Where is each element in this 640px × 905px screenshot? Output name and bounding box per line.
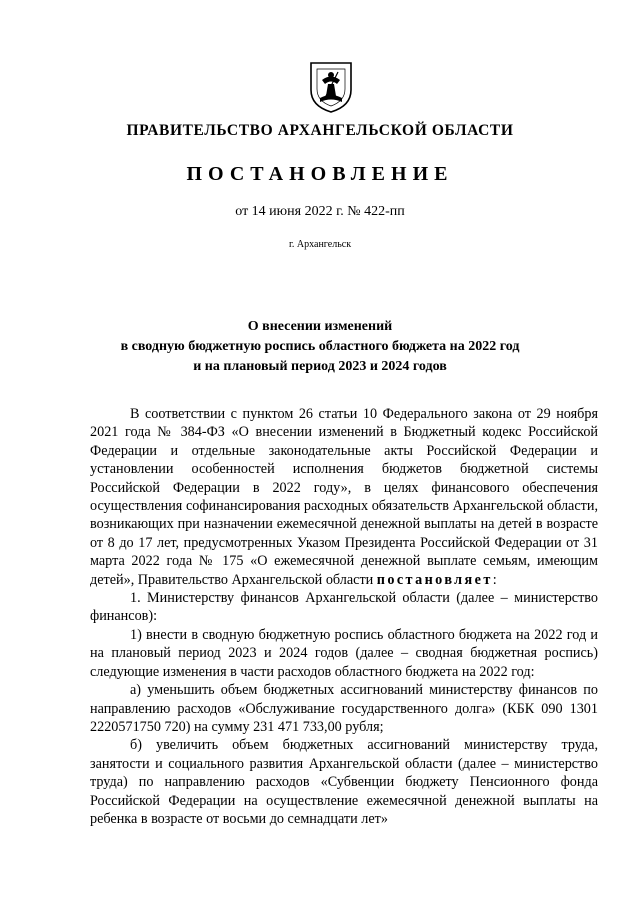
government-name: ПРАВИТЕЛЬСТВО АРХАНГЕЛЬСКОЙ ОБЛАСТИ <box>126 122 514 139</box>
title-line: О внесении изменений <box>247 319 393 334</box>
document-body <box>90 405 598 828</box>
date-number: от 14 июня 2022 г. № 422-пп <box>235 204 405 219</box>
city: г. Архангельск <box>288 239 352 250</box>
preamble-text: В соответствии с пунктом 26 статьи 10 Федерального закона от 29 ноября 2021 года № 384-ФЗ «О внесении изменений в Бюджетный кодекс Российской Федерации и отдельные законодательные акты Российской Федерации и установлении особенностей исполнения бюджетов бюджетной системы Российской Федерации в 2022 году», в целях финансового обеспечения осуществления софинансирования расходных обязательств Архангельской области, возникающих при назначении ежемесячной денежной выплаты на детей в возрасте от 8 до 17 лет, предусмотренных Указом Президента Российской Федерации от 31 марта 2022 года № 175 «О ежемесячной денежной выплате семьям, имеющим детей», Правительство Архангельской области <box>90 406 598 588</box>
title-line: в сводную бюджетную роспись областного бюджета на 2022 год <box>120 339 520 354</box>
document-type: ПОСТАНОВЛЕНИЕ <box>186 163 454 185</box>
paragraph-item-1-1: 1) внести в сводную бюджетную роспись областного бюджета на 2022 год и на плановый период 2023 и 2024 годов (далее – сводная бюджетная роспись) следующие изменения в части расходов областного бюджета на 2022 год: <box>90 626 598 680</box>
title-line: и на плановый период 2023 и 2024 годов <box>193 359 447 374</box>
resolves-keyword: постановляет <box>376 571 493 588</box>
paragraph-item-a: а) уменьшить объем бюджетных ассигнований министерству финансов по направлению расходов «Обслуживание государственного долга» (КБК 090 1301 2220571750 720) на сумму 231 471 733,00 рубля; <box>90 682 598 735</box>
paragraph-item-1: 1. Министерству финансов Архангельской области (далее – министерство финансов): <box>90 590 598 625</box>
paragraph-item-b: б) увеличить объем бюджетных ассигнований министерству труда, занятости и социального развития Архангельской области (далее – министерство труда) по направлению расходов «Субвенции бюджету Пенсионного фонда Российской Федерации на осуществление ежемесячной денежной выплаты на ребенка в возрасте от восьми до семнадцати лет» <box>90 737 598 827</box>
document-title <box>0 317 640 377</box>
preamble-colon: : <box>492 571 497 588</box>
paragraph-preamble <box>90 405 598 589</box>
coat-of-arms-icon <box>308 60 354 114</box>
